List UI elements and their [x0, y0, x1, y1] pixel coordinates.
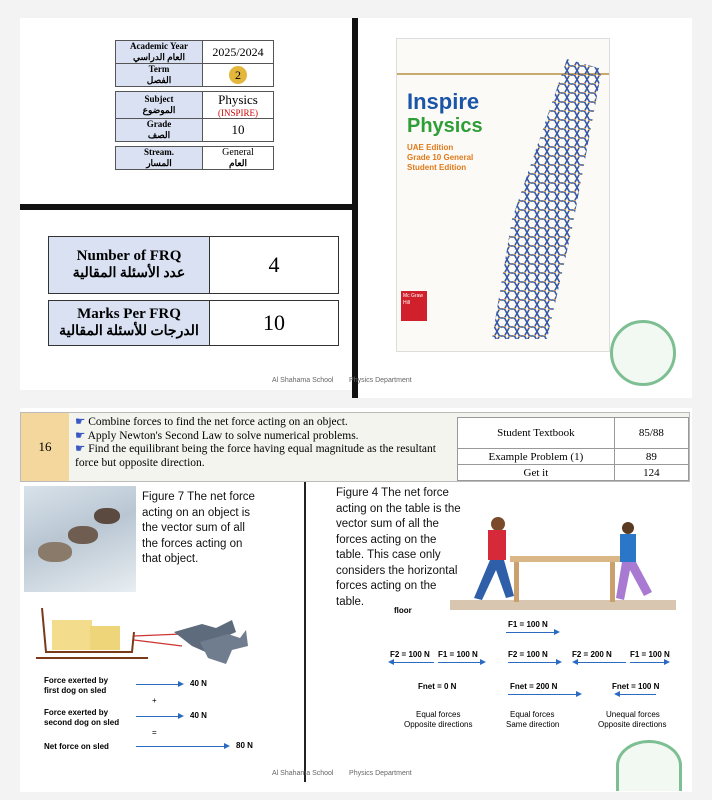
info-row-grade: Grade الصف 10 [116, 119, 274, 142]
nanotube-illustration [397, 39, 609, 351]
arrow-head [178, 713, 184, 719]
info-row-subject: Subject الموضوع Physics (INSPIRE) [116, 92, 274, 119]
case-opposite: F2 = 100 N F1 = 100 N Fnet = 0 N Equal forces Opposite directions [388, 650, 498, 740]
objectives-box [20, 412, 690, 482]
objective-item: ☛ Combine forces to find the net force acting on an object. [75, 416, 348, 428]
dog-sled-photo [24, 486, 136, 592]
frq-row-number: Number of FRQ عدد الأسئلة المقالية 4 [49, 237, 339, 294]
force-arrow [136, 684, 180, 685]
force-row: Force exerted by first dog on sled 40 N [44, 676, 207, 695]
book-cover: Inspire Physics UAE Edition Grade 10 General Student Edition Mc Graw Hill [396, 38, 610, 352]
book-title-2: Physics [407, 115, 483, 137]
arrow-head [178, 681, 184, 687]
frq-sheet [20, 210, 352, 390]
references-table: Student Textbook 85/88 Example Problem (1) 89 Get it 124 [457, 417, 689, 481]
figure-4-caption: Figure 4 The net force acting on the table is the vector sum of all the forces acting on the table. This case only considers the horizontal forces acting on the table. [336, 487, 461, 608]
case-unequal: F2 = 200 N F1 = 100 N Fnet = 100 N Unequal forces Opposite directions [572, 650, 670, 729]
force-row: Force exerted by second dog on sled 40 N [44, 708, 207, 727]
info-table [115, 40, 274, 170]
force-row: Net force on sled 80 N [44, 741, 253, 751]
objective-item: ☛ Apply Newton's Second Law to solve numerical problems. [75, 429, 359, 442]
frq-table [48, 236, 339, 346]
term-badge: 2 [229, 66, 247, 84]
force-arrow [136, 716, 180, 717]
f1-label: F1 = 100 N [508, 620, 548, 629]
school-seal-1 [610, 320, 676, 386]
sled-illustration [32, 606, 252, 670]
arrow-head [224, 743, 230, 749]
info-row-year: Academic Year العام الدراسي 2025/2024 [116, 41, 274, 64]
case-same: F2 = 100 N Fnet = 200 N Equal forces Same direction [504, 650, 594, 740]
figure-divider [304, 482, 306, 782]
book-sheet [358, 18, 692, 398]
table-push-illustration [440, 504, 680, 624]
info-row-term: Term الفصل 2 [116, 64, 274, 87]
arrow-head [554, 629, 560, 635]
objective-item: ☛ Find the equilibrant being the force having equal magnitude as the resultant force but opposite direction. [75, 443, 436, 469]
frq-row-marks: Marks Per FRQ الدرجات للأسئلة المقالية 10 [49, 301, 339, 346]
lesson-sheet: 16 ☛ Combine forces to find the net force acting on an object. ☛ Apply Newton's Second Law to solve numerical problems. ☛ Find the equilibrant being the force having equal magnitude as the resultant force but opposite direction. Student Textbook 85/88 Example Problem (1) 89 Get it 124 Figure 7 The net force acting on an object is the vector sum of all the forces acting on that object. Force exerted by first dog on sled 40 N + Force exerted by second dog on sled 40 N = Net force on sled 80 N Figure 4 The net force acting on the table is the vector sum of all the forces acting on the table. This case only considers the horizontal forces acting on the table. floor F1 = 100 N F2 = 100 N F1 = 100 N Fnet = 0 N Equal forces Opposite directions F2 = 100 N Fnet = 200 N Equal forces Same direction F2 = 200 N F1 = 100 N Fnet = 100 N Unequal forces Opposite directions [20, 408, 692, 792]
info-sheet [20, 18, 352, 204]
info-row-stream: Stream. المسار General العام [116, 147, 274, 170]
force-arrow [136, 746, 226, 747]
book-title-1: Inspire [407, 89, 480, 114]
figure-7-caption: Figure 7 The net force acting on an object is the vector sum of all the forces acting on that object. [142, 491, 255, 565]
horizontal-divider [20, 204, 352, 210]
school-seal-2 [616, 740, 682, 791]
objective-number: 16 [21, 413, 69, 481]
publisher-logo: Mc Graw Hill [401, 291, 427, 321]
force-arrow [506, 632, 556, 633]
